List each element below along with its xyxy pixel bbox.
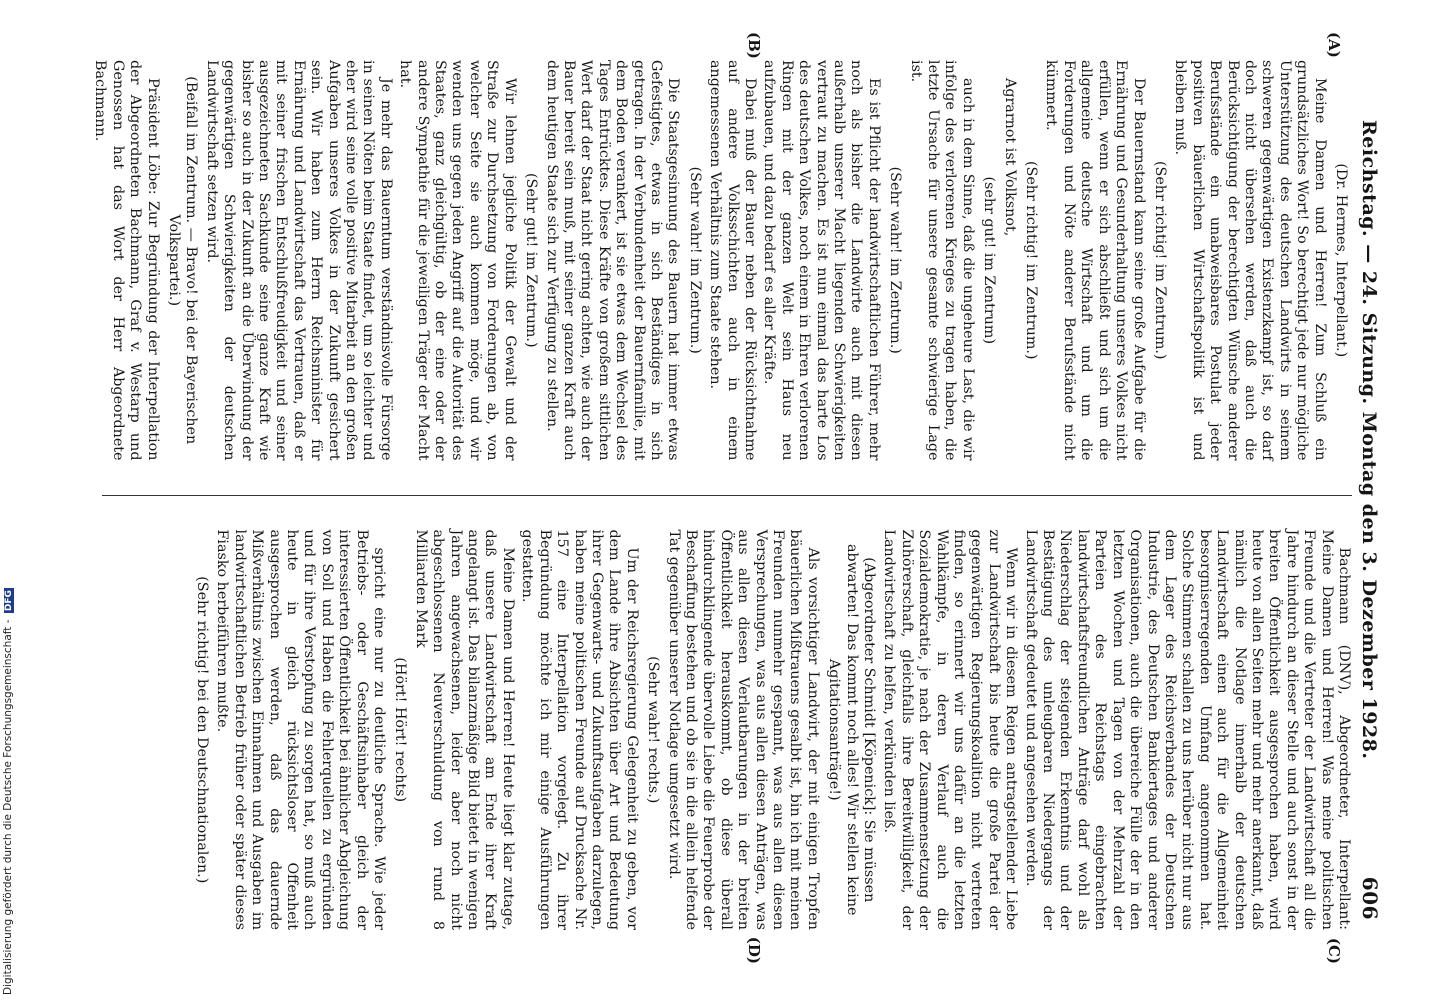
paragraph: Wenn wir in diesem Reigen antragstellender Liebe zur Landwirtschaft bis heute die große Partei der gegenwärtigen Regierungskoalition nicht vertreten finden, so erinnert wir uns dafür an die letzten Wahlkämpfe, in deren Verlauf auch die Sozialdemokratie, je nach der Zusammensetzung der Zuhörerschaft, gleichfalls ihre Bereitwilligkeit, der Landwirtschaft zu helfen, verkünden ließ. bbox=[881, 529, 1020, 930]
footer-text: Digitalisierung gefördert durch die Deutsche Forschungsgemeinschaft - bbox=[2, 619, 14, 995]
paragraph: Je mehr das Bauerntum verständnisvolle Fürsorge in seinen Nöten beim Staate findet, um so leichter und eher wird seine volle positive Mitarbeit an den großen Aufgaben unseres Volkes in der Zukunft gesichert sein. Wir haben zum Herrn Reichsminister für Ernährung und Landwirtschaft das Vertrauen, daß er mit seiner frischen Entschlußfreudigkeit und seiner ausgezeichneten Sachkunde seine ganze Kraft wie bisher so auch in der Zukunft an die Überwindung der gegenwärtigen Schwierigkeiten der deutschen Landwirtschaft setzen wird. bbox=[203, 60, 394, 461]
paragraph: Es ist Pflicht der landwirtschaftlichen Führer, mehr noch als bisher die Landwirte auch mit diesen außerhalb unserer Macht liegenden Schwierigkeiten vertraut zu machen. Es ist nun einmal das harte Los des deutschen Volkes, noch einem in Ehren verlorenen Ringen mit der ganzen Welt sein Haus neu aufzubauen, und dazu bedarf es aller Kräfte. bbox=[761, 60, 882, 461]
paragraph: auch in dem Sinne, daß die ungeheure Last, die wir infolge des verlorenen Krieges zu tragen haben, die letzte Ursache für unsere gesamte schwierige Lage ist. bbox=[907, 60, 976, 461]
paragraph: spricht eine nur zu deutliche Sprache. Wie jeder Betriebs- oder Geschäftsinhaber gleich der interessierten Öffentlichkeit bei ähnlicher Abgleichung von Soll und Haben die Fehlerquellen zu ergründen und für ihre Verstopfung zu sorgen hat, so muß auch heute in gleich rücksichtsloser Offenheit ausgesprochen werden, daß das dauernde Mißverhältnis zwischen Einnahmen und Ausgaben im landwirtschaftlichen Betrieb früher oder später dieses Fiasko herbeiführen mußte. bbox=[214, 529, 388, 930]
document-page bbox=[50, 30, 1400, 970]
paragraph: Agrarnot ist Volksnot, bbox=[1001, 78, 1018, 237]
interjection: (Sehr wahr! im Zentrum.) bbox=[686, 166, 703, 354]
left-column bbox=[92, 32, 1352, 461]
paragraph: Als vorsichtiger Landwirt, der mit einigen Tropfen bäuerlichen Mißtrauens gesalbt ist, bin ich mit meinen Freunden nunmehr gespannt, was aus allen diesen Versprechungen, was aus allen diesen Anträgen, was aus allen diesen Verlautbarungen in der breiten Öffentlichkeit herauskommt, ob diese überall hindurchklingende übervolle Liebe die Feuerprobe der Beschaffung bestehen und ob sie in die allein helfende Tat gegenüber unserer Notlage umgesetzt wird. bbox=[665, 529, 821, 930]
paragraph: Um der Reichsregierung Gelegenheit zu geben, vor dem Lande ihre Absichten über Art und Bedeutung ihrer Gegenwarts- und Zukunftsaufgaben darzulegen, haben meine politischen Freunde auf Drucksache Nr. 157 eine Interpellation vorgelegt. Zu ihrer Begründung möchte ich mir einige Ausführungen gestatten. bbox=[519, 529, 640, 930]
paragraph: Bachmann (DNV), Abgeordneter, Interpellant: Meine Damen und Herren! Was meine politischen Freunde und die Vertreter der Landwirtschaft all die Jahre hindurch an dieser Stelle und auch sonst in der breiten Öffentlichkeit ausgesprochen haben, wird heute von allen Seiten mehr und mehr anerkannt, daß nämlich die Notlage innerhalb der deutschen Landwirtschaft einen auch für die Allgemeinheit besorgniserregenden Umfang angenommen hat. Solche Stimmen schallen zu uns herüber nicht nur aus dem Lager des Reichsverbandes der Deutschen Industrie, des Deutschen Bankiertages und anderer Organisationen, auch die übereiche Fülle der in den letzten Wochen und Tagen von der Mehrzahl der Parteien des Reichstags eingebrachten landwirtschaftsfreundlichen Anträge darf wohl als Niederschlag der steigenden Erkenntnis und der Bestätigung des unleugbaren Niedergangs der Landwirtschaft gedeutet und angesehen werden. bbox=[1022, 529, 1352, 930]
paragraph: Meine Damen und Herren! Heute liegt klar zutage, daß unsere Landwirtschaft am Ende ihrer Kraft angelangt ist. Das bilanzmäßige Bild bietet in wenigen Jahren angewachsenen, leider aber noch nicht abgeschlossenen Neuverschuldung von rund 8 Milliarden Mark bbox=[412, 529, 516, 930]
paragraph: Dabei muß der Bauer neben der Rücksichtnahme auf andere Volksschichten auch in einem angemessenen Verhältnis zum Staate stehen. bbox=[707, 60, 758, 461]
column-divider bbox=[102, 495, 1352, 496]
page-number: 606 bbox=[1358, 876, 1382, 920]
margin-marker-c: (C) bbox=[1325, 937, 1343, 964]
interjection: (Sehr richtig! im Zentrum.) bbox=[1023, 160, 1040, 360]
text-columns bbox=[92, 32, 1352, 964]
interjection: (Sehr richtig! im Zentrum.) bbox=[1151, 160, 1168, 360]
margin-marker-d: (D) bbox=[745, 936, 763, 964]
paragraph: Präsident Löbe: Zur Begründung der Interpellation der Abgeordneten Bachmann, Graf v. Westarp und Genossen hat das Wort der Herr Abgeordnete Bachmann. bbox=[92, 60, 161, 461]
digitization-footer bbox=[2, 588, 14, 995]
paragraph: Meine Damen und Herren! Zum Schluß ein grundsätzliches Wort! So berechtigt jede nur mögliche Unterstützung des deutschen Landwirts in seinem schweren gegenwärtigen Existenzkampf ist, so darf doch nicht übersehen werden, daß auch die Berücksichtigung der berechtigten Wünsche anderer Berufsstände ein unabweisbares Postulat jeder positiven bäuerlichen Wirtschaftspolitik ist und bleiben muß. bbox=[1172, 60, 1328, 461]
dfg-logo: DFG bbox=[4, 590, 14, 612]
header-title: Reichstag. — 24. Sitzung. Montag den 3. Dezember 1928. bbox=[1358, 120, 1380, 760]
paragraph: Wir lehnen jegliche Politik der Gewalt und der Straße zur Durchsetzung von Forderungen ab, von welcher Seite sie auch kommen möge, und wir wenden uns gegen jeden Angriff auf die Autorität des Staates, ganz gleichgültig, ob der eine oder der andere Sympathie für die jeweiligen Träger der Macht hat. bbox=[397, 60, 518, 461]
margin-marker-b: (B) bbox=[745, 32, 763, 59]
paragraph: Die Staatsgesinnung des Bauern hat immer etwas Gefestigtes, etwas in sich Beständiges in sich getragen. In der Verbundenheit der Bauernfamilie, mit dem Boden verankert, ist sie etwas dem Wechsel des Tages Entrücktes. Diese Kräfte von großem sittlichen Wert darf der Staat nicht gering achten, wie auch der Bauer bereit sein muß, mit seiner ganzen Kraft auch dem heutigen Staate sich zur Verfügung zu stellen. bbox=[543, 60, 682, 461]
interjection: (Sehr wahr! im Zentrum.) bbox=[887, 166, 904, 354]
interjection: (Dr. Hermes, Interpellant.) bbox=[1333, 163, 1349, 358]
page-header bbox=[1352, 60, 1382, 930]
interjection: (Sehr gut! im Zentrum.) bbox=[523, 172, 540, 348]
interjection: (Abgeordneter Schmidt [Köpenick]: Sie müssen abwarten! Das kommt noch alles! Wir stellen keine Agitationsanträge!) bbox=[826, 543, 878, 916]
interjection: (Sehr wahr! rechts.) bbox=[645, 656, 662, 804]
interjection: (Sehr richtig! bei den Deutschnationalen.) bbox=[194, 576, 210, 884]
margin-marker-a: (A) bbox=[1325, 32, 1343, 58]
interjection: (sehr gut! im Zentrum) bbox=[981, 176, 998, 345]
interjection: (Beifall im Zentrum. — Bravo! bei der Bayerischen Volkspartei.) bbox=[166, 76, 200, 445]
paragraph: Der Bauernstand kann seine große Aufgabe für die Ernährung und Gesunderhaltung unseres Volkes nicht erfüllen, wenn er sich abschließt und sich um die allgemeine deutsche Wirtschaft und um die Forderungen und Nöte anderer Berufsstände nicht kümmert. bbox=[1043, 60, 1147, 461]
right-column bbox=[102, 529, 1352, 964]
interjection: (Hört! Hört! rechts) bbox=[392, 657, 409, 803]
